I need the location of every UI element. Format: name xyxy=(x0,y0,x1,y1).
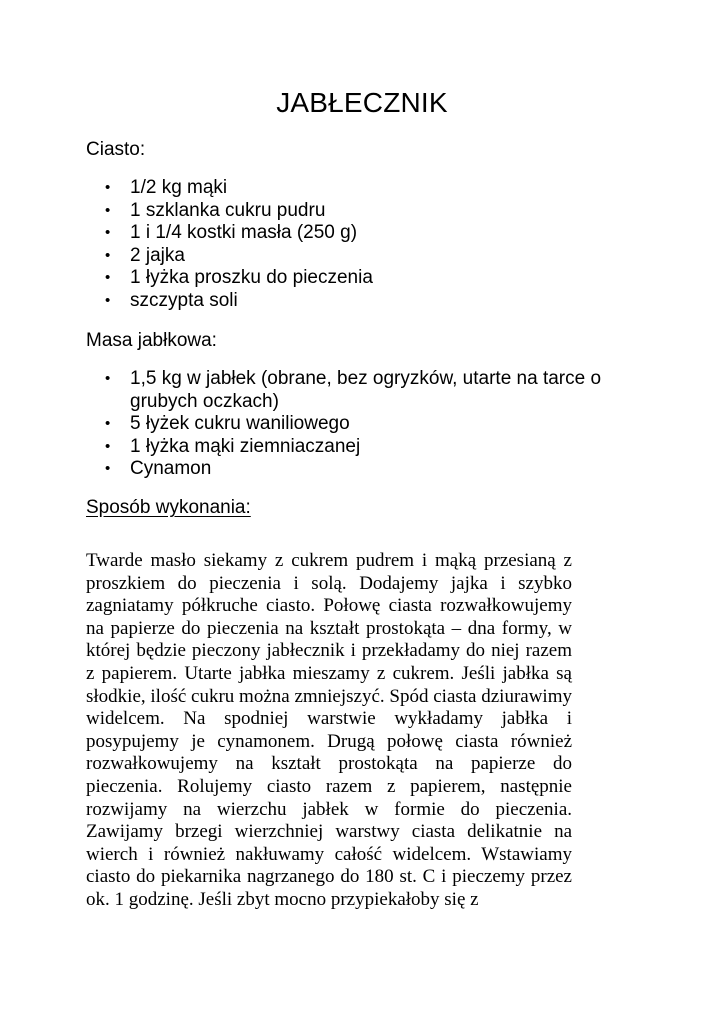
masa-heading: Masa jabłkowa: xyxy=(86,330,217,351)
bullet-icon: • xyxy=(105,370,111,387)
bullet-icon: • xyxy=(105,291,111,309)
ingredient-text: szczypta soli xyxy=(130,289,238,311)
ingredient-text: 1 i 1/4 kostki masła (250 g) xyxy=(130,222,358,243)
ciasto-heading: Ciasto: xyxy=(86,139,146,160)
ciasto-ingredient-list xyxy=(86,177,631,312)
bullet-icon: • xyxy=(105,269,111,286)
ingredient-text: 1 szklanka cukru pudru xyxy=(130,199,326,221)
list-item xyxy=(86,458,631,481)
ingredient-text: Cynamon xyxy=(130,458,212,479)
list-item xyxy=(86,290,631,313)
bullet-icon: • xyxy=(105,460,111,477)
list-item xyxy=(86,267,631,290)
bullet-icon: • xyxy=(105,246,111,264)
ingredient-text: 1 łyżka mąki ziemniaczanej xyxy=(130,435,361,457)
bullet-icon: • xyxy=(105,224,111,241)
bullet-icon: • xyxy=(105,437,111,455)
ingredient-text: 1/2 kg mąki xyxy=(130,177,228,198)
instructions-paragraph: Twarde masło siekamy z cukrem pudrem i mąką przesianą z proszkiem do pieczenia i solą. Dodajemy jajka i szybko zagniatamy półkruche ciasto. Połowę ciasta rozwałkowujemy na papierze do pieczenia na kształt prostokąta – dna formy, w której będzie pieczony jabłecznik i przekładamy do niej razem z papierem. Utarte jabłka mieszamy z cukrem. Jeśli jabłka są słodkie, ilość cukru można zmniejszyć. Spód ciasta dziurawimy widelcem. Na spodniej warstwie wykładamy jabłka i posypujemy je cynamonem. Drugą połowę ciasta również rozwałkowujemy na kształt prostokąta na papierze do pieczenia. Rolujemy ciasto razem z papierem, następnie rozwijamy na wierzchu jabłek w formie do pieczenia. Zawijamy brzegi wierzchniej warstwy ciasta delikatnie na wierch i również nakłuwamy całość widelcem. Wstawiamy ciasto do piekarnika nagrzanego do 180 st. C i pieczemy przez ok. 1 godzinę. Jeśli zbyt mocno przypiekałoby się z xyxy=(86,550,572,910)
ingredient-text: 1,5 kg w jabłek (obrane, bez ogryzków, utarte na tarce o grubych oczkach) xyxy=(130,368,602,412)
list-item xyxy=(86,177,631,200)
ingredient-text: 1 łyżka proszku do pieczenia xyxy=(130,267,373,288)
ingredient-text: 2 jajka xyxy=(130,244,185,266)
list-item xyxy=(86,436,631,459)
bullet-icon: • xyxy=(105,201,111,219)
ingredient-text: 5 łyżek cukru waniliowego xyxy=(130,413,350,434)
document-page xyxy=(86,0,602,1024)
bullet-icon: • xyxy=(105,179,111,196)
list-item xyxy=(86,413,631,436)
list-item xyxy=(86,368,631,413)
masa-ingredient-list xyxy=(86,368,631,481)
sposob-heading: Sposób wykonania: xyxy=(86,497,251,518)
list-item xyxy=(86,200,631,223)
document-title: JABŁECZNIK xyxy=(276,87,448,118)
bullet-icon: • xyxy=(105,415,111,432)
list-item xyxy=(86,222,631,245)
list-item xyxy=(86,245,631,268)
